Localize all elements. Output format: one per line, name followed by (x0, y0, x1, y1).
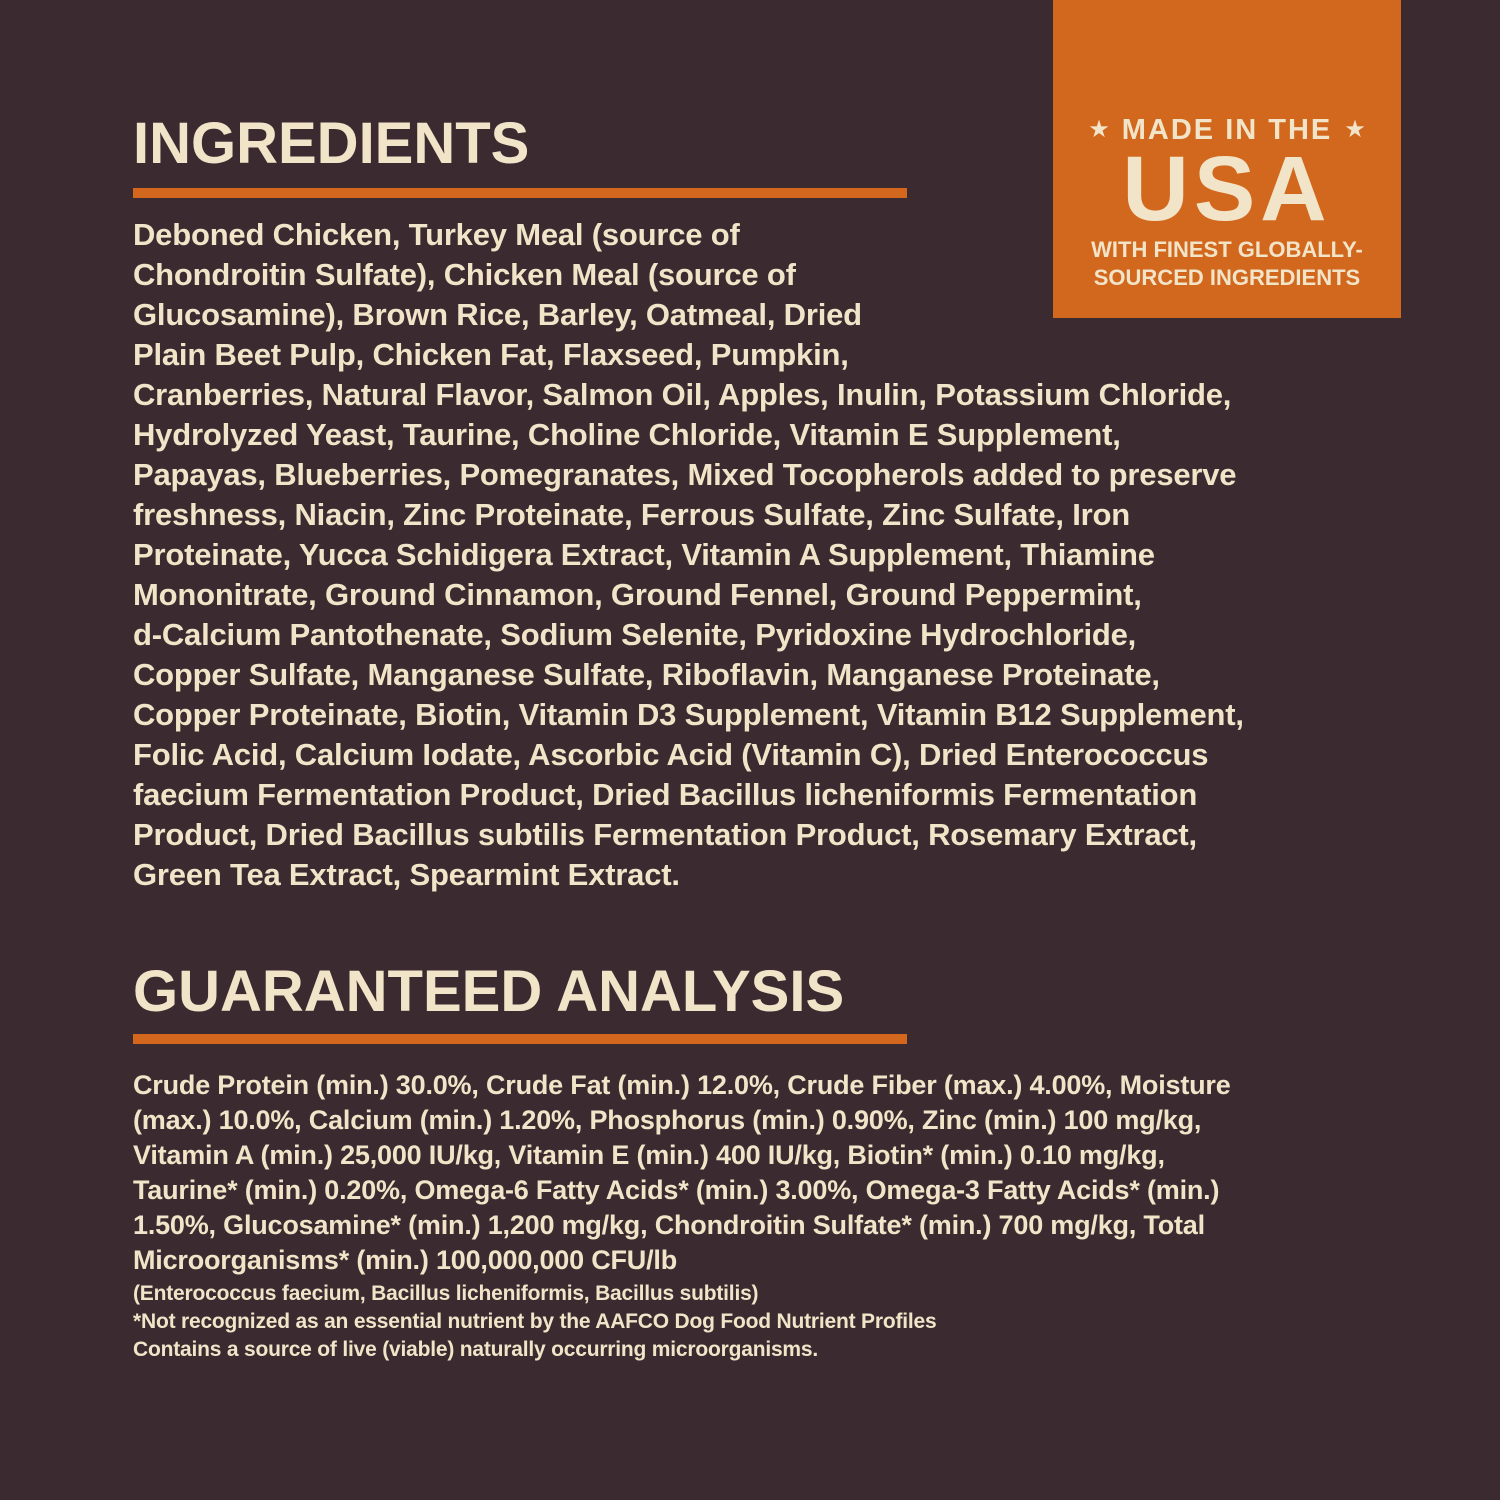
text-line: (max.) 10.0%, Calcium (min.) 1.20%, Phosphorus (min.) 0.90%, Zinc (min.) 100 mg/kg, (133, 1105, 1202, 1135)
text-line: (Enterococcus faecium, Bacillus licheniformis, Bacillus subtilis) (133, 1282, 759, 1305)
text-line: 1.50%, Glucosamine* (min.) 1,200 mg/kg, Chondroitin Sulfate* (min.) 700 mg/kg, Total (133, 1210, 1205, 1240)
text-line: Proteinate, Yucca Schidigera Extract, Vitamin A Supplement, Thiamine (133, 537, 1155, 572)
text-line: faecium Fermentation Product, Dried Bacillus licheniformis Fermentation (133, 777, 1198, 812)
text-line: Chondroitin Sulfate), Chicken Meal (source of (133, 257, 796, 292)
ingredients-divider (133, 188, 907, 198)
text-line: Cranberries, Natural Flavor, Salmon Oil, Apples, Inulin, Potassium Chloride, (133, 377, 1232, 412)
badge-made-in-the-label: MADE IN THE (1121, 114, 1333, 146)
text-line: Folic Acid, Calcium Iodate, Ascorbic Acid (Vitamin C), Dried Enterococcus (133, 737, 1209, 772)
text-line: Deboned Chicken, Turkey Meal (source of (133, 217, 740, 252)
text-line: Copper Sulfate, Manganese Sulfate, Riboflavin, Manganese Proteinate, (133, 657, 1160, 692)
text-line: Plain Beet Pulp, Chicken Fat, Flaxseed, Pumpkin, (133, 337, 849, 372)
text-line: Crude Protein (min.) 30.0%, Crude Fat (min.) 12.0%, Crude Fiber (max.) 4.00%, Moisture (133, 1070, 1231, 1100)
text-line: Papayas, Blueberries, Pomegranates, Mixed Tocopherols added to preserve (133, 457, 1237, 492)
badge-subtitle-line1: WITH FINEST GLOBALLY- (1091, 237, 1363, 262)
guaranteed-analysis-text (133, 1068, 1231, 1278)
guaranteed-analysis-heading: GUARANTEED ANALYSIS (133, 959, 845, 1024)
text-line: *Not recognized as an essential nutrient by the AAFCO Dog Food Nutrient Profiles (133, 1310, 937, 1333)
text-line: Product, Dried Bacillus subtilis Fermentation Product, Rosemary Extract, (133, 817, 1197, 852)
text-line: Taurine* (min.) 0.20%, Omega-6 Fatty Acids* (min.) 3.00%, Omega-3 Fatty Acids* (min.) (133, 1175, 1220, 1205)
text-line: Contains a source of live (viable) naturally occurring microorganisms. (133, 1338, 819, 1361)
text-line: Green Tea Extract, Spearmint Extract. (133, 857, 680, 892)
text-line: Copper Proteinate, Biotin, Vitamin D3 Supplement, Vitamin B12 Supplement, (133, 697, 1244, 732)
star-icon: ★ (1344, 116, 1366, 143)
made-in-usa-badge (1053, 0, 1401, 318)
text-line: Vitamin A (min.) 25,000 IU/kg, Vitamin E (min.) 400 IU/kg, Biotin* (min.) 0.10 mg/kg, (133, 1140, 1165, 1170)
badge-usa-label: USA (1122, 138, 1332, 240)
text-line: Glucosamine), Brown Rice, Barley, Oatmeal, Dried (133, 297, 862, 332)
text-line: Microorganisms* (min.) 100,000,000 CFU/lb (133, 1245, 677, 1275)
text-line: d-Calcium Pantothenate, Sodium Selenite, Pyridoxine Hydrochloride, (133, 617, 1137, 652)
text-line: freshness, Niacin, Zinc Proteinate, Ferrous Sulfate, Zinc Sulfate, Iron (133, 497, 1130, 532)
guaranteed-analysis-divider (133, 1034, 907, 1044)
text-line: Mononitrate, Ground Cinnamon, Ground Fennel, Ground Peppermint, (133, 577, 1142, 612)
analysis-footnotes (133, 1280, 936, 1364)
star-icon: ★ (1088, 116, 1110, 143)
badge-subtitle-line2: SOURCED INGREDIENTS (1093, 265, 1361, 290)
text-line: Hydrolyzed Yeast, Taurine, Choline Chloride, Vitamin E Supplement, (133, 417, 1121, 452)
ingredients-heading: INGREDIENTS (133, 111, 530, 176)
